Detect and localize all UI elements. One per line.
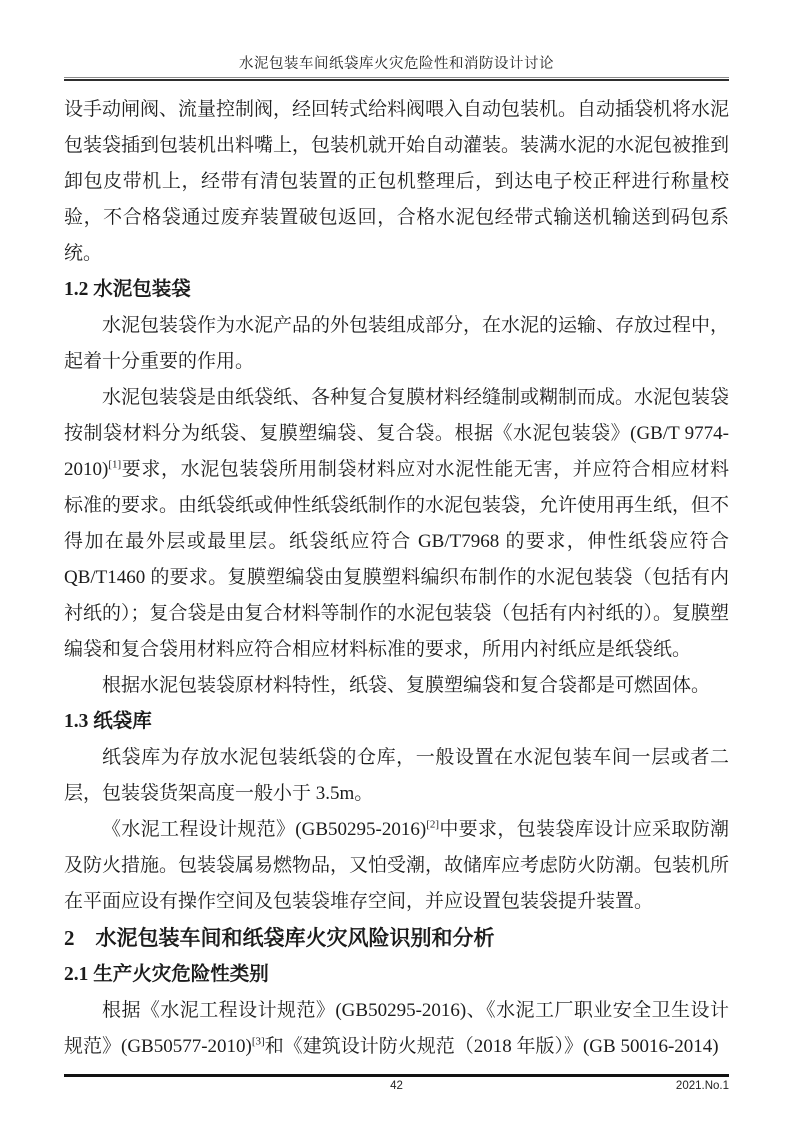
header-title: 水泥包装车间纸袋库火灾危险性和消防设计讨论 <box>239 56 554 72</box>
paragraph-text: 根据《水泥工程设计规范》(GB50295-2016)、《水泥工厂职业安全卫生设计规范》(GB50577-2010) <box>64 1000 729 1057</box>
footnote-ref-2: [2] <box>426 818 440 831</box>
header-rule-light <box>64 77 729 78</box>
section-heading-2: 2 水泥包装车间和纸袋库火灾风险识别和分析 <box>64 926 495 950</box>
section-heading-1-3: 1.3 纸袋库 <box>64 711 152 732</box>
content <box>64 92 729 1065</box>
paragraph-text: 中要求，包装袋库设计应采取防潮及防火措施。包装袋属易燃物品，又怕受潮，故储库应考虑防火防潮。包装机所在平面应设有操作空间及包装袋堆存空间，并应设置包装袋提升装置。 <box>64 819 730 912</box>
paragraph: 根据水泥包装袋原材料特性，纸袋、复膜塑编袋和复合袋都是可燃固体。 <box>102 675 711 696</box>
footer-row <box>64 1080 729 1096</box>
running-header <box>64 54 729 81</box>
footer-rule <box>64 1074 729 1077</box>
paragraph: 水泥包装袋作为水泥产品的外包装组成部分，在水泥的运输、存放过程中，起着十分重要的作用。 <box>64 315 730 372</box>
paragraph <box>64 380 729 668</box>
paragraph: 纸袋库为存放水泥包装纸袋的仓库，一般设置在水泥包装车间一层或者二层，包装袋货架高度一般小于 3.5m。 <box>64 747 729 804</box>
section-heading-1-2: 1.2 水泥包装袋 <box>64 279 191 300</box>
footer <box>64 1074 729 1096</box>
paragraph-text: 要求，水泥包装袋所用制袋材料应对水泥性能无害，并应符合相应材料标准的要求。由纸袋纸或伸性纸袋纸制作的水泥包装袋，允许使用再生纸，但不得加在最外层或最里层。纸袋纸应符合 GB/T7968 的要求，伸性纸袋应符合 QB/T1460 的要求。复膜塑编袋由复膜塑料编织布制作的水泥包装袋（包括有内衬纸的）；复合袋是由复合材料等制作的水泥包装袋（包括有内衬纸的）。复膜塑编袋和复合袋用材料应符合相应材料标准的要求，所用内衬纸应是纸袋纸。 <box>64 459 730 660</box>
paragraph-text: 《水泥工程设计规范》(GB50295-2016) <box>102 819 427 840</box>
footnote-ref-1: [1] <box>108 458 122 471</box>
issue-label: 2021.No.1 <box>675 1080 729 1092</box>
paragraph <box>64 993 729 1065</box>
paragraph-text: 水泥包装袋是由纸袋纸、各种复合复膜材料经缝制或糊制而成。水泥包装袋按制袋材料分为纸袋、复膜塑编袋、复合袋。根据《水泥包装袋》(GB/T 9774-2010) <box>64 387 730 480</box>
header-rule-dark <box>64 79 729 81</box>
footnote-ref-3: [3] <box>251 1035 265 1048</box>
paragraph-text: 和《建筑设计防火规范（2018 年版）》(GB 50016-2014) <box>264 1036 719 1057</box>
page-number: 42 <box>390 1080 403 1092</box>
page <box>64 0 729 1096</box>
section-heading-2-1: 2.1 生产火灾危险性类别 <box>64 964 269 985</box>
paragraph <box>64 812 729 920</box>
paragraph-continued: 设手动闸阀、流量控制阀，经回转式给料阀喂入自动包装机。自动插袋机将水泥包装袋插到包装机出料嘴上，包装机就开始自动灌装。装满水泥的水泥包被推到卸包皮带机上，经带有清包装置的正包机整理后，到达电子校正秤进行称量校验，不合格袋通过废弃装置破包返回，合格水泥包经带式输送机输送到码包系统。 <box>64 99 730 264</box>
